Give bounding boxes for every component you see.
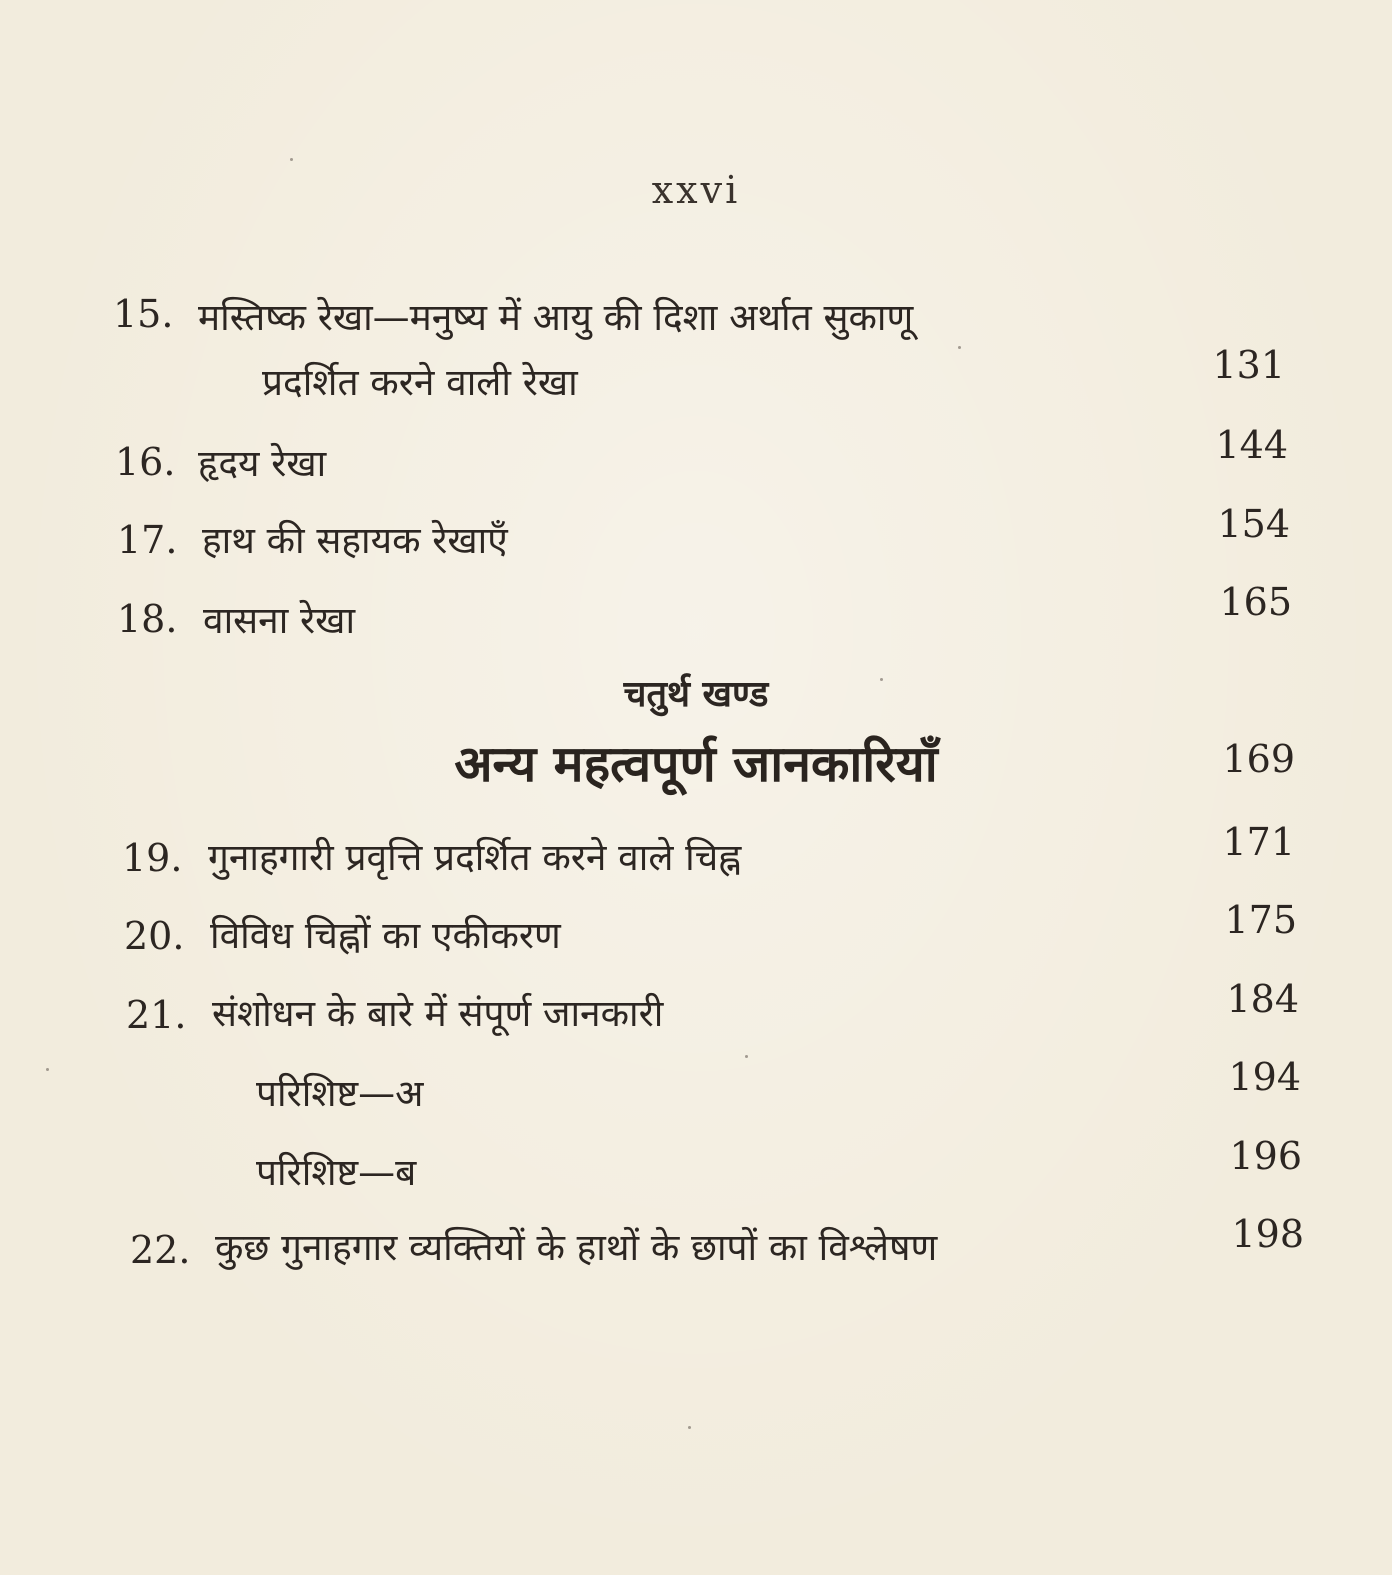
entry-title-line2: प्रदर्शित करने वाली रेखा <box>262 361 578 404</box>
paper-speck <box>46 1068 49 1071</box>
entry-page-number: 171 <box>1222 820 1295 864</box>
entry-page-number: 144 <box>1215 423 1288 467</box>
section-page-number: 169 <box>1222 737 1295 781</box>
entry-page-number: 194 <box>1228 1055 1301 1099</box>
section-heading: अन्य महत्वपूर्ण जानकारियाँ <box>454 735 938 793</box>
entry-number: 21. <box>126 993 187 1037</box>
entry-number: 22. <box>130 1228 191 1272</box>
paper-speck <box>688 1426 691 1429</box>
page-folio: xxvi <box>651 168 741 212</box>
entry-page-number: 196 <box>1229 1134 1302 1178</box>
entry-title: गुनाहगारी प्रवृत्ति प्रदर्शित करने वाले चिह्न <box>208 836 742 879</box>
entry-title: संशोधन के बारे में संपूर्ण जानकारी <box>212 992 664 1035</box>
entry-number: 18. <box>117 597 178 641</box>
entry-title: विविध चिह्नों का एकीकरण <box>210 914 561 957</box>
entry-title: परिशिष्ट—ब <box>256 1151 417 1194</box>
section-label: चतुर्थ खण्ड <box>623 674 769 715</box>
entry-title: परिशिष्ट—अ <box>256 1072 424 1115</box>
entry-title: हाथ की सहायक रेखाएँ <box>202 519 508 562</box>
entry-page-number: 175 <box>1224 898 1297 942</box>
entry-title: कुछ गुनाहगार व्यक्तियों के हाथों के छापों का विश्लेषण <box>215 1226 938 1269</box>
paper-speck <box>745 1055 748 1058</box>
paper-speck <box>958 346 961 349</box>
entry-title: वासना रेखा <box>203 599 356 642</box>
entry-number: 17. <box>117 518 178 562</box>
entry-number: 19. <box>122 836 183 880</box>
entry-title: हृदय रेखा <box>198 442 327 485</box>
entry-number: 16. <box>115 440 176 484</box>
entry-page-number: 165 <box>1219 580 1292 624</box>
entry-number: 15. <box>113 292 174 336</box>
entry-page-number: 131 <box>1212 343 1285 387</box>
entry-page-number: 154 <box>1217 502 1290 546</box>
entry-number: 20. <box>124 914 185 958</box>
paper-speck <box>290 158 293 161</box>
paper-speck <box>880 678 883 681</box>
entry-page-number: 184 <box>1226 977 1299 1021</box>
entry-title-line1: मस्तिष्क रेखा—मनुष्य में आयु की दिशा अर्थात सुकाणू <box>198 296 914 339</box>
entry-page-number: 198 <box>1231 1212 1304 1256</box>
